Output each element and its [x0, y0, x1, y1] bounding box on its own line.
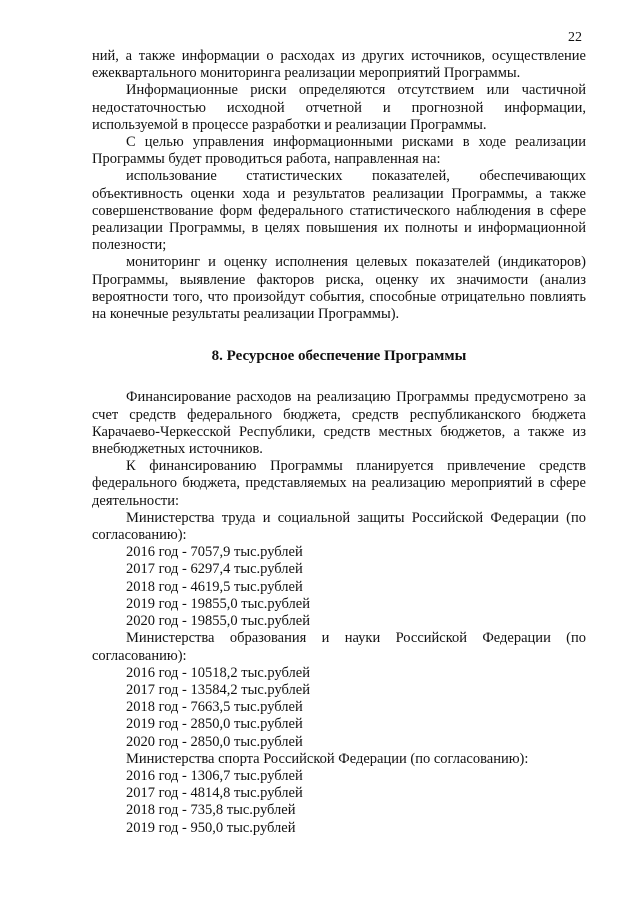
- paragraph: мониторинг и оценку исполнения целевых показателей (индикаторов) Программы, выявление факторов риска, оценку их значимости (анализ вероятности того, что произойдут события, способные отрицательно повлиять на конечные результаты реализации Программы).: [92, 254, 586, 323]
- document-body: [92, 48, 586, 837]
- paragraph: Финансирование расходов на реализацию Программы предусмотрено за счет средств федерального бюджета, средств республиканского бюджета Карачаево-Черкесской Республики, средств местных бюджетов, а также из внебюджетных источников.: [92, 389, 586, 458]
- funding-line: 2016 год - 7057,9 тыс.рублей: [126, 544, 303, 561]
- paragraph: С целью управления информационными рисками в ходе реализации Программы будет проводиться работа, направленная на:: [92, 134, 586, 168]
- funding-line: 2017 год - 6297,4 тыс.рублей: [126, 561, 303, 578]
- funding-line: 2018 год - 7663,5 тыс.рублей: [126, 699, 303, 716]
- ministry-name: Министерства спорта Российской Федерации (по согласованию):: [126, 750, 529, 767]
- ministry-name: Министерства образования и науки Российской Федерации (по согласованию):: [92, 630, 586, 664]
- ministry-block-sport: [92, 751, 586, 837]
- funding-line: 2017 год - 13584,2 тыс.рублей: [126, 681, 310, 698]
- paragraph: использование статистических показателей, обеспечивающих объективность оценки хода и результатов реализации Программы, а также совершенствование форм федерального статистического наблюдения в сфере реализации Программы, в целях повышения их полноты и информационной полезности;: [92, 168, 586, 254]
- ministry-name: Министерства труда и социальной защиты Российской Федерации (по согласованию):: [92, 509, 586, 544]
- paragraph: Информационные риски определяются отсутствием или частичной недостаточностью исходной отчетной и прогнозной информации, используемой в процессе разработки и реализации Программы.: [92, 82, 586, 133]
- funding-line: 2016 год - 1306,7 тыс.рублей: [126, 767, 303, 784]
- funding-line: 2019 год - 950,0 тыс.рублей: [126, 819, 296, 836]
- section-heading: 8. Ресурсное обеспечение Программы: [211, 348, 467, 365]
- paragraph: К финансированию Программы планируется привлечение средств федерального бюджета, представляемых на реализацию мероприятий в сфере деятельности:: [92, 458, 586, 509]
- funding-line: 2017 год - 4814,8 тыс.рублей: [126, 785, 303, 802]
- page-number: 22: [568, 30, 582, 45]
- ministry-block-labor: [92, 510, 586, 630]
- funding-line: 2020 год - 2850,0 тыс.рублей: [126, 733, 303, 750]
- funding-line: 2018 год - 735,8 тыс.рублей: [126, 802, 296, 819]
- ministry-block-education: [92, 630, 586, 750]
- paragraph: ний, а также информации о расходах из других источников, осуществление ежеквартального мониторинга реализации мероприятий Программы.: [92, 48, 586, 82]
- funding-line: 2020 год - 19855,0 тыс.рублей: [126, 613, 310, 630]
- funding-line: 2019 год - 19855,0 тыс.рублей: [126, 595, 310, 612]
- funding-line: 2019 год - 2850,0 тыс.рублей: [126, 716, 303, 733]
- funding-line: 2018 год - 4619,5 тыс.рублей: [126, 578, 303, 595]
- funding-line: 2016 год - 10518,2 тыс.рублей: [126, 664, 310, 681]
